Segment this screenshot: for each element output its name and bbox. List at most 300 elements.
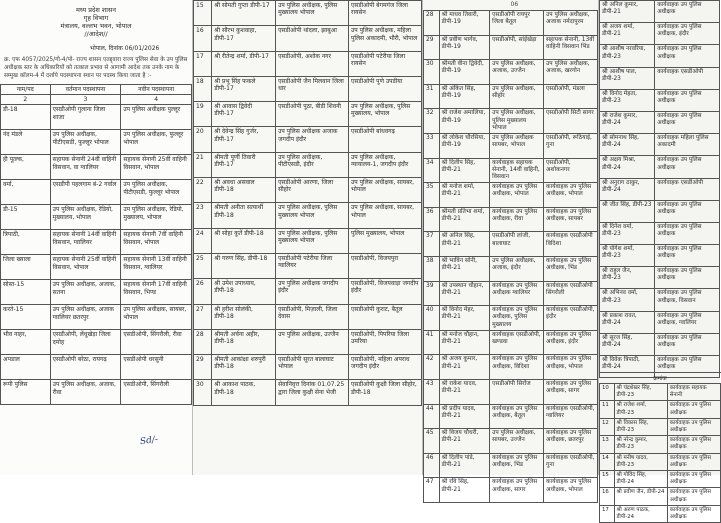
table-row bbox=[424, 478, 598, 503]
footer-table bbox=[599, 383, 721, 523]
table-cell: एसडीओपी बरेठा, रायगढ़ bbox=[50, 355, 121, 380]
table-cell: उप पुलिस अधीक्षक सायबर, भोपाल bbox=[490, 133, 544, 158]
header-line: गृह विभाग bbox=[83, 14, 109, 22]
table-cell: कार्यवाहक उप पुलिस अधीक्षक ग्वालियर bbox=[490, 281, 544, 306]
table-cell: श्री अजय कुमार, डीपी-21 bbox=[439, 355, 489, 380]
table-row bbox=[424, 109, 598, 134]
table-cell: कार्यवाहक उप पुलिस अधीक्षक, भोपाल bbox=[490, 183, 544, 208]
table-row bbox=[424, 84, 598, 109]
table-cell: उप पुलिस अधीक्षक, अजाक, खरगोन bbox=[544, 60, 598, 85]
column-number: 3 bbox=[50, 95, 121, 105]
table-row bbox=[1, 255, 192, 280]
table-row bbox=[194, 26, 422, 51]
table-cell: कार्यवाहक उप पुलिस अधीक्षक bbox=[655, 222, 720, 244]
table-cell: एसडीओपी थांदला, झाबुआ bbox=[276, 26, 349, 51]
order-page-2 bbox=[192, 0, 422, 475]
table-cell: श्री राकेश यादव, डीपी-21 bbox=[439, 379, 489, 404]
table-cell: 15 bbox=[194, 1, 212, 26]
table-cell: 32 bbox=[424, 109, 440, 134]
table-cell: एसडीओपी सिटी सागर bbox=[544, 109, 598, 134]
table-cell: श्री सोमती गुप्ता डीपी-17 bbox=[212, 1, 276, 26]
table-cell: श्री अनिल कुमार, डीपी-21 bbox=[600, 1, 655, 23]
table-cell: एसडीओपी पटेरीया जिला ग्वालियर bbox=[276, 253, 349, 278]
table-cell: कार्यवाहक उप पुलिस अधीक्षक bbox=[655, 267, 720, 289]
table-cell: एसडीओपी सिरोंज bbox=[490, 379, 544, 404]
table-cell: श्री विनोद मेहता, डीपी-23 bbox=[600, 89, 655, 111]
table-cell: उप पुलिस अधीक्षक, सायबर, भोपाल bbox=[349, 178, 422, 203]
table-row bbox=[194, 76, 422, 101]
table-row bbox=[194, 279, 422, 304]
table-cell: एसडीओपी, सांईखेड़ा bbox=[490, 35, 544, 60]
table-row bbox=[424, 404, 598, 429]
table-cell: श्री लोकेश चौरसिया, डीपी-19 bbox=[439, 133, 489, 158]
table-cell: कार्यवाहक उप पुलिस अधीक्षक bbox=[667, 471, 720, 488]
table-cell: कार्यवाहक उप पुलिस अधीक्षक bbox=[655, 156, 720, 178]
table-cell: उप पुलिस अधीक्षक, सायबर, भोपाल bbox=[349, 203, 422, 228]
table-row bbox=[600, 311, 720, 333]
table-cell: सहायक सेनानी, 13वीं वाहिनी विसवान भिंड bbox=[544, 35, 598, 60]
table-cell: 16 bbox=[600, 488, 615, 505]
table-row bbox=[194, 127, 422, 152]
table-cell: उप पुलिस अधीक्षक, पुलिस मुख्यालय भोपाल bbox=[490, 109, 544, 134]
table-cell: श्री योगेश शर्मा, डीपी-23 bbox=[600, 245, 655, 267]
table-cell: श्री उपस्थान चौहान, डीपी-21 bbox=[439, 281, 489, 306]
table-row bbox=[600, 156, 720, 178]
table-cell: उप पुलिस अधीक्षक, अजाक नर्मदापुरम bbox=[544, 11, 598, 36]
table-cell: कार्यवाहक उप पुलिस अधीक्षक, सायबर bbox=[544, 207, 598, 232]
table-cell: कार्यवाहक उप पुलिस अधीक्षक bbox=[667, 488, 720, 505]
table-cell: कार्यवाहक सहायक सेनानी bbox=[667, 384, 720, 401]
table-cell: 22 bbox=[194, 178, 212, 203]
order-page-3 bbox=[422, 0, 598, 493]
table-cell: कार्यवाहक एसडीओपी, ग्वालियर bbox=[544, 404, 598, 429]
table-cell: उप पुलिस अधीक्षक, पीटीएसडी, फुल्लूर भोपाल bbox=[121, 180, 192, 205]
table-cell: 39 bbox=[424, 281, 440, 306]
table-cell: करते-15 bbox=[1, 305, 51, 330]
table-cell: 29 bbox=[194, 355, 212, 380]
table-row bbox=[194, 152, 422, 177]
table-cell: 17 bbox=[194, 51, 212, 76]
table-cell: उप पुलिस अधीक्षक, न्यायालय-1, जगदीप इंदौर bbox=[349, 152, 422, 177]
table-cell: श्री अजय शर्मा, डीपी-21 bbox=[600, 23, 655, 45]
table-cell: नंद मंडले bbox=[1, 130, 51, 155]
table-cell: श्री जीत सिंह, डीपी-23 bbox=[600, 200, 655, 222]
table-cell: कार्यवाहक उप पुलिस अधीक्षक, बैतूल bbox=[490, 404, 544, 429]
table-cell: उप पुलिस अधीक्षक, सायबर, भोपाल bbox=[121, 305, 192, 330]
table-cell: उप पुलिस अधीक्षक, उज्जैन bbox=[276, 329, 349, 354]
table-cell: रूपी पुलिस bbox=[1, 380, 51, 405]
table-cell: उप पुलिस अधीक्षक, पुलिस मुख्यालय भोपाल bbox=[276, 228, 349, 253]
transfer-table bbox=[423, 10, 598, 503]
table-cell: कार्यवाहक उप पुलिस अधीक्षक bbox=[655, 111, 720, 133]
table-cell: उप पुलिस अधीक्षक, सीहोर bbox=[490, 84, 544, 109]
table-cell: कार्यवाहक उप पुलिस अधीक्षक, भोपाल bbox=[544, 183, 598, 208]
table-cell: सहायक सेनानी 7वीं वाहिनी विसवान, भोपाल bbox=[121, 230, 192, 255]
table-cell: 19 bbox=[194, 102, 212, 127]
table-cell: 15 bbox=[600, 471, 615, 488]
table-row bbox=[1, 105, 192, 130]
table-cell: 29 bbox=[424, 35, 440, 60]
table-cell: एसडीओपी सूरत बालाघाट भोपाल bbox=[276, 355, 349, 380]
table-cell: कार्यवाहक उप पुलिस अधीक्षक, ग्वालियर bbox=[655, 311, 720, 333]
table-row bbox=[194, 228, 422, 253]
table-cell: 33 bbox=[424, 133, 440, 158]
table-cell: कार्यवाहक उप पुलिस अधीक्षक, भिंड bbox=[544, 256, 598, 281]
table-row bbox=[600, 384, 721, 401]
table-cell: 31 bbox=[424, 84, 440, 109]
table-cell: एसडीओपी गुलाना जिला शाजा bbox=[50, 105, 121, 130]
table-cell: एसडीओपी बांधवगढ़ bbox=[349, 127, 422, 152]
table-cell: उप पुलिस अधीक्षक, फुल्लूर भोपाल bbox=[121, 130, 192, 155]
table-cell: उप पुलिस अधीक्षक अजाक जगदीप इंदौर bbox=[276, 127, 349, 152]
table-cell: 38 bbox=[424, 256, 440, 281]
handwritten-signature: Sd/- bbox=[139, 434, 159, 448]
table-cell: कार्यवाहक उप पुलिस अधीक्षक bbox=[667, 401, 720, 418]
table-cell: 30 bbox=[424, 60, 440, 85]
table-cell: श्रीमती अनीता सत्यार्थी डीपी-18 bbox=[212, 203, 276, 228]
table-cell: एसडीओपी आरणा, जिला सीहोर bbox=[276, 178, 349, 203]
order-intro: क्र. एफ 4057/2025/गो-4/पो- राज्य शासन एतद्द्वारा राज्य पुलिस सेवा के उप पुलिस अधीक्षक स्तर के अधिकारियों को तत्काल प्रभाव से आगामी आदेश तक उनके नाम के सम्मुख कॉलम-4 में दर्शाये पदस्थापना स्थान पर पदस्थ किया जाता है :- bbox=[4, 57, 188, 79]
table-row bbox=[194, 355, 422, 380]
table-cell: एसडीओपी, रूठियाई, गुना bbox=[544, 133, 598, 158]
table-row bbox=[600, 45, 720, 67]
table-cell: कार्यवाहक उप पुलिस अधीक्षक bbox=[667, 505, 720, 522]
table-cell: 36 bbox=[424, 207, 440, 232]
table-row bbox=[600, 401, 721, 418]
table-row bbox=[1, 180, 192, 205]
table-row bbox=[600, 245, 720, 267]
table-cell: श्री माधव तिवारी, डीपी-19 bbox=[439, 11, 489, 36]
table-cell: श्री हरीश सोलंकी, डीपी-18 bbox=[212, 304, 276, 329]
table-cell: श्री दिलीप पांडे, डीपी-21 bbox=[439, 453, 489, 478]
table-cell: कार्यवाहक उप पुलिस अधीक्षक, विसवान bbox=[655, 289, 720, 311]
table-cell: 40 bbox=[424, 306, 440, 331]
table-cell: कार्यवाहक एसडीओपी, खण्डवा bbox=[490, 330, 544, 355]
table-cell: एसडीओपी, पिपरिया जिला उमरिया bbox=[349, 329, 422, 354]
table-cell: एसडीओपी, मंडला bbox=[544, 84, 598, 109]
table-cell: कार्यवाहक उप पुलिस अधीक्षक bbox=[655, 356, 720, 378]
table-cell: कार्यवाहक उप पुलिस अधीक्षक, भिंड bbox=[490, 453, 544, 478]
table-cell: सहायक सेनानी 24वीं वाहिनी विसवान, वा ग्वालियर bbox=[50, 155, 121, 180]
table-row bbox=[600, 111, 720, 133]
table-row bbox=[1, 230, 192, 255]
table-cell: श्री प्रवीण भार्गव, डीपी-19 bbox=[439, 35, 489, 60]
column-header: नाम/पद bbox=[1, 85, 51, 95]
table-cell: श्री भाविन सोनी, डीपी-21 bbox=[439, 256, 489, 281]
table-cell: 21 bbox=[194, 152, 212, 177]
table-cell: श्री विनोद मेहर, डीपी-21 bbox=[439, 306, 489, 331]
table-cell: श्रीमती पूर्णी तिवारी डीपी-17 bbox=[212, 152, 276, 177]
table-row bbox=[600, 333, 720, 355]
table-cell: कार्यवाहक एसडीओपी विदिशा bbox=[544, 232, 598, 257]
table-cell: कार्यवाहक एसडीओपी, गुना bbox=[544, 453, 598, 478]
table-cell: 28 bbox=[194, 329, 212, 354]
table-cell: श्री अंकित सिंह, डीपी-19 bbox=[439, 84, 489, 109]
table-cell: श्री विजय चौधरी, डीपी-21 bbox=[439, 429, 489, 454]
table-cell: कार्यवाहक उप पुलिस अधीक्षक bbox=[655, 245, 720, 267]
table-row bbox=[600, 200, 720, 222]
table-row bbox=[1, 130, 192, 155]
table-cell: 26 bbox=[194, 279, 212, 304]
table-cell: एसडीओपी, लेंधुखेड़ा जिला दमोह bbox=[50, 330, 121, 355]
table-cell: श्री राजेश शर्मा, डीपी-23 bbox=[614, 401, 667, 418]
table-cell: उप पुलिस अधीक्षक पुल्लूर bbox=[121, 105, 192, 130]
table-cell: श्री विवेक त्रिपाठी, डीपी-24 bbox=[600, 356, 655, 378]
table-cell: 24 bbox=[194, 228, 212, 253]
table-cell: 25 bbox=[194, 253, 212, 278]
table-cell: एसडीपी पहलगाम बं-2 गर्वाल bbox=[50, 180, 121, 205]
table-cell: कार्यवाहक उप पुलिस अधीक्षक bbox=[667, 436, 720, 453]
table-cell: श्री सोमनाथ सिंह, डीपी-24 bbox=[600, 134, 655, 156]
table-cell: 47 bbox=[424, 478, 440, 503]
table-cell: श्री अनुराग ठाकुर, डीपी-24 bbox=[600, 178, 655, 200]
table-row bbox=[424, 133, 598, 158]
table-cell: कार्यवाहक उप पुलिस अधीक्षक, छतरपुर bbox=[544, 429, 598, 454]
table-cell: उप पुलिस अधीक्षक, पीटीएसडी, इंदौर bbox=[276, 152, 349, 177]
header-line: मध्य प्रदेश शासन bbox=[76, 6, 116, 14]
table-row bbox=[424, 429, 598, 454]
table-row bbox=[194, 329, 422, 354]
table-cell: 11 bbox=[600, 401, 615, 418]
table-cell: सहायक सेनानी 17वीं वाहिनी विसवान, भिण्ड bbox=[121, 280, 192, 305]
table-cell: श्री गोविंद सिंह, डीपी-24 bbox=[614, 471, 667, 488]
table-cell: श्री सोहा कुर्ते डीपी-18 bbox=[212, 228, 276, 253]
table-cell: एसडीओपी पुणे उपडीया bbox=[349, 76, 422, 101]
table-cell: कार्यवाहक उप पुलिस अधीक्षक, रीवा bbox=[490, 207, 544, 232]
table-cell: श्री सूरज सिंह, डीपी-24 bbox=[600, 333, 655, 355]
table-cell: 23 bbox=[194, 203, 212, 228]
table-cell: श्री अवधा असवाल डीपी-18 bbox=[212, 178, 276, 203]
table-cell: श्री आकाश पाठक, डीपी-18 bbox=[212, 380, 276, 405]
transfer-table bbox=[599, 0, 720, 378]
table-cell: 17 bbox=[600, 505, 615, 522]
table-row bbox=[1, 355, 192, 380]
table-cell: कार्यवाहक महिला पुलिस अकादमी bbox=[655, 134, 720, 156]
table-row bbox=[424, 379, 598, 404]
table-cell: श्रीमती वीना द्विवेदी, डीपी-19 bbox=[439, 60, 489, 85]
table-cell: श्री उमेश उपाध्याय, डीपी-18 bbox=[212, 279, 276, 304]
table-cell: श्री नरेन्द्र कुमार, डीपी-23 bbox=[614, 436, 667, 453]
table-cell: कार्यवाहक उप पुलिस अधीक्षक, सागर bbox=[544, 379, 598, 404]
table-row bbox=[600, 23, 720, 45]
table-row bbox=[600, 67, 720, 89]
table-cell: श्री आशीष पाल, डीपी-23 bbox=[600, 67, 655, 89]
table-cell: 45 bbox=[424, 429, 440, 454]
table-cell: 12 bbox=[600, 418, 615, 435]
table-cell: श्री प्रवीण जैन, डीपी-24 bbox=[614, 488, 667, 505]
table-cell: एसडीओपी, मिज़ाली, जिला देवास bbox=[276, 304, 349, 329]
table-cell: सहायक सेनानी 13वीं वाहिनी विसवान, ग्वालियर bbox=[121, 255, 192, 280]
table-cell: सहायक सेनानी 25वीं वाहिनी विसवान, भोपाल bbox=[121, 155, 192, 180]
table-cell: कार्यवाहक सहायक सेनानी, 14वीं वाहिनी, विसवान bbox=[490, 158, 544, 183]
table-row bbox=[1, 205, 192, 230]
table-cell: एसडीओपी, विजयपुरा bbox=[349, 253, 422, 278]
table-row bbox=[600, 505, 721, 522]
table-cell: एसडीओपी, सिंगरौली bbox=[121, 380, 192, 405]
table-cell: एसडीओपी, अशोक नगर bbox=[276, 51, 349, 76]
table-cell: श्री आशीष नरवरिया, डीपी-23 bbox=[600, 45, 655, 67]
table-cell: 28 bbox=[424, 11, 440, 36]
table-row bbox=[1, 280, 192, 305]
table-cell: सोस्त-15 bbox=[1, 280, 51, 305]
table-cell: श्री आवास द्विवेदी डीपी-17 bbox=[212, 102, 276, 127]
table-cell: उप पुलिस अधीक्षक, रेडियो, मुख्यालय, भोपाल bbox=[50, 205, 121, 230]
table-cell: श्री मनोज चौहान, डीपी-21 bbox=[439, 330, 489, 355]
table-cell: कार्यवाहक उप पुलिस अधीक्षक, विदिशा bbox=[490, 355, 544, 380]
table-row bbox=[1, 155, 192, 180]
table-cell: कार्यवाहक उप पुलिस अधीक्षक, भोपाल bbox=[544, 355, 598, 380]
table-cell: कार्यवाहक उप पुलिस अधीक्षक bbox=[655, 333, 720, 355]
column-header: वर्तमान पदस्थापना bbox=[50, 85, 121, 95]
column-header: नवीन पदस्थापना bbox=[121, 85, 192, 95]
table-row bbox=[600, 488, 721, 505]
order-date: भोपाल, दिनांक 06/01/2026 bbox=[90, 45, 160, 52]
table-cell: श्री प्रभु सिंह फकले डीपी-17 bbox=[212, 76, 276, 101]
table-cell: कार्यवाहक उप पुलिस अधीक्षक, पुलिस मुख्यालय bbox=[490, 306, 544, 331]
column-number: 4 bbox=[121, 95, 192, 105]
table-cell: कार्यवाहक उप पुलिस अधीक्षक bbox=[667, 453, 720, 470]
table-cell: 20 bbox=[194, 127, 212, 152]
table-cell: 37 bbox=[424, 232, 440, 257]
table-cell: एसडीओपी, विजयवाड़ा जगदीप इंदौर bbox=[349, 279, 422, 304]
order-page-1 bbox=[0, 0, 192, 475]
table-cell: उप पुलिस अधीक्षक, पुलिस मुख्यालय भोपाल bbox=[276, 1, 349, 26]
transfer-table bbox=[193, 0, 422, 406]
table-cell: उप पुलिस अधीक्षक, सायबर, उज्जैन bbox=[490, 429, 544, 454]
table-cell: डी-15 bbox=[1, 205, 51, 230]
table-cell: पुलिस मुख्यालय, भोपाल bbox=[349, 228, 422, 253]
table-cell: जिला ख्याला bbox=[1, 255, 51, 280]
table-cell: एसडीओपी कुराट, बैतूल bbox=[349, 304, 422, 329]
table-row bbox=[424, 207, 598, 232]
table-row bbox=[424, 158, 598, 183]
table-row bbox=[424, 183, 598, 208]
table-cell: श्री गरुण सिंह, डीपी-18 bbox=[212, 253, 276, 278]
table-row bbox=[600, 289, 720, 311]
table-row bbox=[600, 1, 720, 23]
table-cell: श्री राजेश अमालिया, डीपी-19 bbox=[439, 109, 489, 134]
table-cell: ही पूत्ल्क, bbox=[1, 155, 51, 180]
table-cell: एसडीओपी जैन मिलवान जिला धार bbox=[276, 76, 349, 101]
table-cell: श्री मनोज शर्मा, डीपी-21 bbox=[439, 183, 489, 208]
table-cell: सेवानिवृत्त दिनांक 01.07.25 द्वारा जिला कुक्षी सेना भेजी bbox=[276, 380, 349, 405]
table-cell: 27 bbox=[194, 304, 212, 329]
table-row bbox=[424, 256, 598, 281]
table-row bbox=[424, 11, 598, 36]
table-cell: सहायक सेनानी 14वीं वाहिनी विसवान, ग्वालियर bbox=[50, 230, 121, 255]
table-cell: 35 bbox=[424, 183, 440, 208]
table-cell: श्री रीतेन्द्र शर्मा, डीपी-17 bbox=[212, 51, 276, 76]
header-line: मंत्रालय, वल्लभ भवन, भोपाल bbox=[60, 22, 132, 30]
table-cell: 43 bbox=[424, 379, 440, 404]
table-cell: 34 bbox=[424, 158, 440, 183]
order-header bbox=[0, 6, 192, 38]
table-cell: श्री देवेन्द्र सिंह गुर्जर, डीपी-17 bbox=[212, 127, 276, 152]
table-row bbox=[194, 380, 422, 405]
table-cell: कार्यवाहक उप पुलिस अधीक्षक, सागर bbox=[490, 478, 544, 503]
table-cell: श्री दिनेश वर्मा, डीपी-23 bbox=[600, 222, 655, 244]
table-row bbox=[600, 453, 721, 470]
page-number: 06 bbox=[510, 1, 519, 8]
table-cell: श्री रवि सिंह, डीपी-21 bbox=[439, 478, 489, 503]
table-cell: वर्मा, bbox=[1, 180, 51, 205]
table-cell: श्री दिलीप सिंह, डीपी-21 bbox=[439, 158, 489, 183]
table-cell: भीव नाहर, bbox=[1, 330, 51, 355]
table-cell: कार्यवाहक एसडीओपी, इंदौर bbox=[544, 306, 598, 331]
table-cell: श्रीमती आकांक्षा शरुपुरी डीपी-18 bbox=[212, 355, 276, 380]
header-line: //आदेश// bbox=[84, 30, 108, 38]
table-row bbox=[600, 471, 721, 488]
table-cell: उप पुलिस अधीक्षक, पीटीएसडी, फुल्लूर भोपाल bbox=[50, 130, 121, 155]
table-cell: कार्यवाहक उप पुलिस अधीक्षक, इंदौर bbox=[544, 330, 598, 355]
table-cell: श्री विकास सिंह, डीपी-23 bbox=[614, 418, 667, 435]
table-cell: एसडीओपी पटेरीया जिला रायसेन bbox=[349, 51, 422, 76]
table-row bbox=[600, 134, 720, 156]
table-row bbox=[1, 305, 192, 330]
table-cell: कार्यवाहक उप पुलिस अधीक्षक bbox=[655, 1, 720, 23]
table-cell: उप पुलिस अधीक्षक, पुलिस मुख्यालय भोपाल bbox=[276, 203, 349, 228]
table-cell: श्री प्रकाश रावत, डीपी-24 bbox=[600, 311, 655, 333]
table-cell: 16 bbox=[194, 26, 212, 51]
footer-table-block bbox=[599, 372, 721, 523]
table-cell: कार्यवाहक एसडीओपी bbox=[655, 67, 720, 89]
table-cell: उप पुलिस अधीक्षक, अजाक, रीवा bbox=[50, 380, 121, 405]
table-cell: 44 bbox=[424, 404, 440, 429]
table-cell: एसडीओपी, सिंगरौली, रीवा bbox=[121, 330, 192, 355]
table-cell: श्री राहुल जैन, डीपी-23 bbox=[600, 267, 655, 289]
table-cell: 42 bbox=[424, 355, 440, 380]
table-cell: उप पुलिस अधीक्षक, महिला पुलिस अकादमी, भौरी, भोपाल bbox=[349, 26, 422, 51]
table-row bbox=[194, 203, 422, 228]
footer-label: क्रमांक bbox=[599, 372, 721, 383]
table-cell: उप पुलिस अधीक्षक, रेडियो, मुख्यालय, भोपाल bbox=[121, 205, 192, 230]
table-cell: 10 bbox=[600, 384, 615, 401]
table-row bbox=[600, 436, 721, 453]
table-cell: श्रीमती प्रतिभा शर्मा, डीपी-21 bbox=[439, 207, 489, 232]
table-row bbox=[1, 330, 192, 355]
table-cell: एसडीओपी कुक्षी जिला सीहोर, डीपी-18 bbox=[349, 380, 422, 405]
table-row bbox=[600, 418, 721, 435]
table-cell: उप पुलिस अधीक्षक, अजाक, इंदौर bbox=[490, 256, 544, 281]
column-number: 2 bbox=[1, 95, 51, 105]
table-cell: श्रीमती अर्चना अहीर, डीपी-18 bbox=[212, 329, 276, 354]
table-cell: एसडीओपी, अशोकनगर bbox=[544, 158, 598, 183]
table-row bbox=[1, 380, 192, 405]
table-row bbox=[194, 253, 422, 278]
table-cell: डी-18 bbox=[1, 105, 51, 130]
table-cell: श्री मनीष यादव, डीपी-23 bbox=[614, 453, 667, 470]
table-cell: एसडीओपी बेगमगंज जिला रायसेन bbox=[349, 1, 422, 26]
table-row bbox=[600, 178, 720, 200]
table-cell: कार्यवाहक उप पुलिस अधीक्षक, इंदौर bbox=[655, 23, 720, 45]
table-cell: उप पुलिस अधीक्षक, अजाक, उज्जैन bbox=[490, 60, 544, 85]
table-row bbox=[424, 35, 598, 60]
order-page-4 bbox=[598, 0, 720, 521]
table-cell: 46 bbox=[424, 453, 440, 478]
table-cell: 18 bbox=[194, 76, 212, 101]
table-cell: उप पुलिस अधीक्षक, अजाक ग्वालियर छतरपुर bbox=[50, 305, 121, 330]
table-cell: एसडीओपी धरसुनी bbox=[121, 355, 192, 380]
table-row bbox=[424, 232, 598, 257]
table-cell: श्री अनिल सिंह, डीपी-21 bbox=[439, 232, 489, 257]
table-cell: कार्यवाहक उप पुलिस अधीक्षक bbox=[667, 418, 720, 435]
table-row bbox=[424, 330, 598, 355]
table-cell: अपडाल bbox=[1, 355, 51, 380]
table-cell: कार्यवाहक उप पुलिस अधीक्षक bbox=[655, 89, 720, 111]
table-cell: उप पुलिस अधीक्षक, अजाक, सतना bbox=[50, 280, 121, 305]
table-cell: श्री अक्षय मिश्रा, डीपी-24 bbox=[600, 156, 655, 178]
table-cell: त्रिपाठी, bbox=[1, 230, 51, 255]
